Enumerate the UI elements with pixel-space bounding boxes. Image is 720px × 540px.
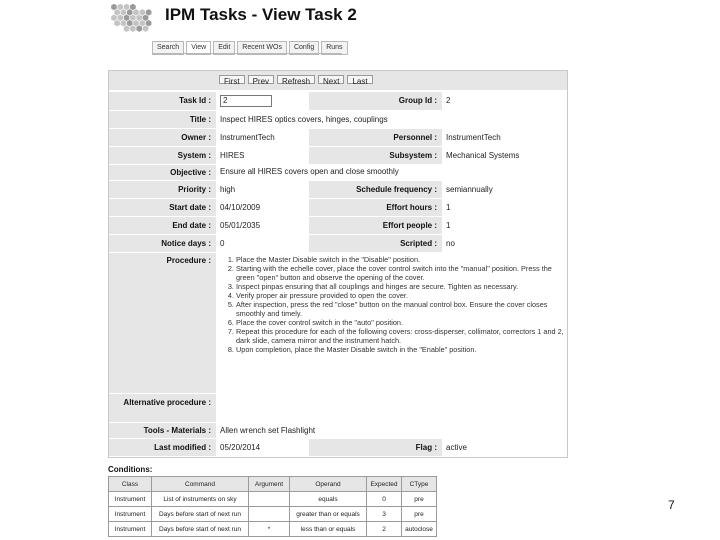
cell-argument — [249, 507, 290, 522]
effort-hours-value: 1 — [446, 203, 451, 212]
procedure-steps — [220, 255, 567, 354]
record-nav-bar — [109, 71, 567, 90]
procedure-step: 1. Place the Master Disable switch in the "Disable" position. — [236, 255, 567, 264]
cell-argument — [249, 492, 290, 507]
cell-class: Instrument — [109, 492, 152, 507]
title-label: Title : — [109, 111, 216, 128]
scripted-label: Scripted : — [309, 235, 442, 252]
conditions-title: Conditions: — [108, 465, 153, 474]
owner-value: InstrumentTech — [220, 133, 275, 142]
col-expected: Expected — [367, 477, 402, 492]
cell-operand: less than or equals — [290, 522, 367, 537]
table-row — [109, 522, 437, 537]
tab-view[interactable]: View — [186, 41, 211, 55]
objective-value: Ensure all HIRES covers open and close smoothly — [220, 167, 399, 176]
procedure-step: 8. Upon completion, place the Master Disable switch in the "Enable" position. — [236, 345, 567, 354]
col-operand: Operand — [290, 477, 367, 492]
alternative-procedure-label: Alternative procedure : — [109, 394, 216, 422]
table-row — [109, 492, 437, 507]
procedure-value — [217, 253, 567, 393]
procedure-step: 6. Place the cover control switch in the "auto" position. — [236, 318, 567, 327]
procedure-step: 5. After inspection, press the red "close" button on the manual control box. Ensure the cover closes smoothly and timely. — [236, 300, 567, 318]
subsystem-label: Subsystem : — [309, 147, 442, 164]
col-argument: Argument — [249, 477, 290, 492]
system-label: System : — [109, 147, 216, 164]
tab-runs[interactable]: Runs — [321, 41, 347, 55]
tools-materials-value: Allen wrench set Flashlight — [220, 426, 316, 435]
procedure-label: Procedure : — [109, 253, 216, 393]
col-ctype: CType — [402, 477, 437, 492]
title-value: Inspect HIRES optics covers, hinges, couplings — [220, 115, 388, 124]
schedule-frequency-label: Schedule frequency : — [309, 181, 442, 198]
personnel-value: InstrumentTech — [446, 133, 501, 142]
cell-expected: 3 — [367, 507, 402, 522]
flag-label: Flag : — [309, 439, 442, 456]
task-id-label: Task Id : — [109, 92, 216, 110]
effort-people-label: Effort people : — [309, 217, 442, 234]
personnel-label: Personnel : — [309, 129, 442, 146]
effort-hours-label: Effort hours : — [309, 199, 442, 216]
task-id-value — [217, 92, 309, 110]
owner-label: Owner : — [109, 129, 216, 146]
last-modified-value: 05/20/2014 — [220, 443, 261, 452]
cell-command: Days before start of next run — [152, 522, 249, 537]
start-date-value: 04/10/2009 — [220, 203, 261, 212]
system-value: HIRES — [220, 151, 245, 160]
conditions-header-row — [109, 477, 437, 492]
procedure-step: 3. Inspect pinpas ensuring that all couplings and hinges are secure. Tighten as necessary. — [236, 282, 567, 291]
procedure-step: 4. Verify proper air pressure provided to open the cover. — [236, 291, 567, 300]
tab-edit[interactable]: Edit — [213, 41, 235, 55]
cell-command: Days before start of next run — [152, 507, 249, 522]
conditions-table — [108, 476, 437, 537]
priority-label: Priority : — [109, 181, 216, 198]
prev-button[interactable]: Prev — [248, 75, 274, 84]
page-number: 7 — [668, 498, 675, 512]
flag-value: active — [446, 443, 467, 452]
cell-ctype: autoclose — [402, 522, 437, 537]
tools-materials-label: Tools - Materials : — [109, 423, 216, 438]
last-button[interactable]: Last — [347, 75, 372, 84]
cell-class: Instrument — [109, 507, 152, 522]
objective-label: Objective : — [109, 165, 216, 180]
tab-search[interactable]: Search — [152, 41, 184, 55]
alternative-procedure-value — [217, 394, 567, 422]
end-date-value: 05/01/2035 — [220, 221, 261, 230]
notice-days-value: 0 — [220, 239, 225, 248]
table-row — [109, 507, 437, 522]
task-panel — [108, 70, 568, 458]
task-id-field[interactable]: 2 — [220, 95, 272, 107]
tab-divider — [152, 53, 342, 54]
priority-value: high — [220, 185, 236, 194]
refresh-button[interactable]: Refresh — [277, 75, 315, 84]
procedure-step: 2. Starting with the echelle cover, place the cover control switch into the "manual" position. Press the green "open" button and observe the opening of the cover. — [236, 264, 567, 282]
cell-operand: equals — [290, 492, 367, 507]
first-button[interactable]: First — [219, 75, 245, 84]
page-title: IPM Tasks - View Task 2 — [165, 5, 357, 24]
end-date-label: End date : — [109, 217, 216, 234]
schedule-frequency-value: semiannually — [446, 185, 493, 194]
tab-recent-wos[interactable]: Recent WOs — [237, 41, 287, 55]
last-modified-label: Last modified : — [109, 439, 216, 456]
cell-argument: * — [249, 522, 290, 537]
start-date-label: Start date : — [109, 199, 216, 216]
col-command: Command — [152, 477, 249, 492]
subsystem-value: Mechanical Systems — [446, 151, 520, 160]
cell-ctype: pre — [402, 507, 437, 522]
scripted-value: no — [446, 239, 455, 248]
cell-expected: 0 — [367, 492, 402, 507]
notice-days-label: Notice days : — [109, 235, 216, 252]
effort-people-value: 1 — [446, 221, 451, 230]
cell-class: Instrument — [109, 522, 152, 537]
group-id-value: 2 — [446, 96, 451, 105]
tab-config[interactable]: Config — [289, 41, 319, 55]
group-id-label: Group Id : — [309, 92, 442, 110]
cell-operand: greater than or equals — [290, 507, 367, 522]
cell-command: List of instruments on sky — [152, 492, 249, 507]
observatory-logo-icon — [108, 2, 156, 36]
procedure-step: 7. Repeat this procedure for each of the following covers: cross-disperser, collimator, correctors 1 and 2, dark slide, camera mirror and the instrument hatch. — [236, 327, 567, 345]
next-button[interactable]: Next — [318, 75, 344, 84]
col-class: Class — [109, 477, 152, 492]
cell-expected: 2 — [367, 522, 402, 537]
cell-ctype: pre — [402, 492, 437, 507]
